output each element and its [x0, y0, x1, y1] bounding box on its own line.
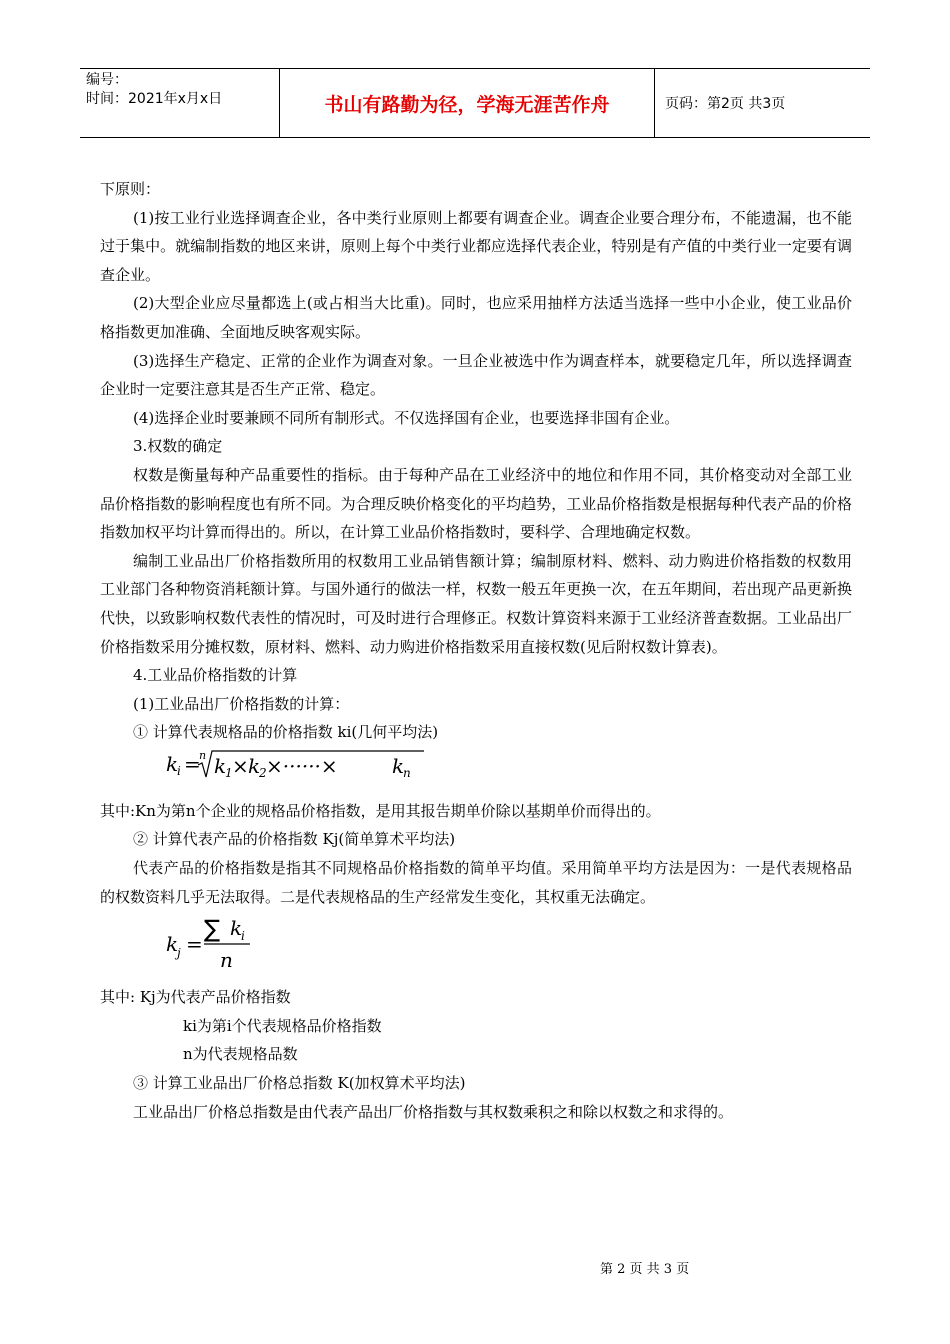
paragraph: n为代表规格品数 — [183, 1045, 298, 1064]
document-body — [100, 175, 852, 1126]
svg-text:k: k — [230, 916, 243, 941]
svg-text:i: i — [177, 763, 181, 778]
svg-text:j: j — [177, 946, 181, 961]
svg-text:n: n — [220, 948, 233, 973]
paragraph: 其中:Kn为第n个企业的规格品价格指数，是用其报告期单价除以基期单价而得出的。 — [100, 801, 661, 820]
paragraph: 其中: Kj为代表产品价格指数 — [100, 988, 291, 1007]
section-heading: 3.权数的确定 — [133, 437, 223, 456]
paragraph: ki为第i个代表规格品价格指数 — [183, 1016, 382, 1035]
geometric-mean-formula — [166, 747, 852, 783]
arithmetic-mean-formula-svg — [166, 911, 286, 975]
paragraph: ② 计算代表产品的价格指数 Kj(简单算术平均法) — [133, 830, 456, 849]
page-header — [80, 68, 870, 138]
page-footer: 第 2 页 共 3 页 — [600, 1262, 690, 1277]
paragraph: 编制工业品出厂价格指数所用的权数用工业品销售额计算；编制原材料、燃料、动力购进价格指数的权数用工业部门各种物资消耗额计算。与国外通行的做法一样，权数一般五年更换一次，在五年期间，若出现产品更新换代快，以致影响权数代表性的情况时，可及时进行合理修正。权数计算资料来源于工业经济普查数据。工业品出厂价格指数采用分摊权数，原材料、燃料、动力购进价格指数采用直接权数(见后附权数计算表)。 — [100, 551, 852, 656]
svg-text:n: n — [199, 748, 207, 762]
paragraph: 权数是衡量每种产品重要性的指标。由于每种产品在工业经济中的地位和作用不同，其价格变动对全部工业品价格指数的影响程度也有所不同。为合理反映价格变化的平均趋势，工业品价格指数是根据每种代表产品的价格指数加权平均计算而得出的。所以，在计算工业品价格指数时，要科学、合理地确定权数。 — [100, 465, 852, 542]
number-label: 编号： — [86, 72, 128, 88]
svg-text:k: k — [214, 753, 227, 778]
section-heading: 4.工业品价格指数的计算 — [133, 666, 298, 685]
paragraph: ① 计算代表规格品的价格指数 ki(几何平均法) — [133, 723, 439, 742]
svg-text:k: k — [166, 932, 179, 957]
paragraph: 代表产品的价格指数是指其不同规格品价格指数的简单平均值。采用简单平均方法是因为：一是代表规格品的权数资料几乎无法取得。二是代表规格品的生产经常发生变化，其权重无法确定。 — [100, 859, 852, 906]
paragraph: (4)选择企业时要兼顾不同所有制形式。不仅选择国有企业，也要选择非国有企业。 — [133, 408, 680, 427]
header-motto: 书山有路勤为径，学海无涯苦作舟 — [280, 69, 655, 137]
svg-text:k: k — [166, 751, 179, 776]
paragraph: (1)按工业行业选择调查企业，各中类行业原则上都要有调查企业。调查企业要合理分布，不能遗漏，也不能过于集中。就编制指数的地区来讲，原则上每个中类行业都应选择代表企业，特别是有产值的中类行业一定要有调查企业。 — [100, 208, 852, 284]
svg-text:=: = — [186, 932, 203, 957]
paragraph: ③ 计算工业品出厂价格总指数 K(加权算术平均法) — [133, 1074, 466, 1093]
svg-text:k: k — [392, 753, 405, 778]
paragraph: (3)选择生产稳定、正常的企业作为调查对象。一旦企业被选中作为调查样本，就要稳定几年，所以选择调查企业时一定要注意其是否生产正常、稳定。 — [100, 351, 852, 399]
svg-text:×: × — [232, 753, 249, 778]
geometric-mean-formula-svg — [166, 747, 426, 783]
arithmetic-mean-formula — [166, 911, 852, 975]
svg-text:i: i — [241, 929, 245, 944]
paragraph: 工业品出厂价格总指数是由代表产品出厂价格指数与其权数乘积之和除以权数之和求得的。 — [133, 1102, 734, 1121]
svg-text:=: = — [184, 751, 201, 776]
paragraph: 下原则： — [100, 180, 161, 198]
time-label: 时间：2021年x月x日 — [86, 91, 223, 107]
header-left-cell — [80, 69, 280, 137]
svg-text:∑: ∑ — [204, 915, 221, 944]
svg-text:2: 2 — [259, 765, 267, 780]
header-page-code: 页码：第2页 共3页 — [665, 96, 786, 112]
paragraph: (1)工业品出厂价格指数的计算： — [133, 694, 350, 713]
svg-text:1: 1 — [225, 765, 233, 780]
svg-text:k: k — [248, 753, 261, 778]
svg-text:×······×: ×······× — [266, 753, 338, 778]
paragraph: (2)大型企业应尽量都选上(或占相当大比重)。同时，也应采用抽样方法适当选择一些中小企业，使工业品价格指数更加准确、全面地反映客观实际。 — [100, 294, 852, 341]
svg-text:n: n — [403, 765, 411, 780]
